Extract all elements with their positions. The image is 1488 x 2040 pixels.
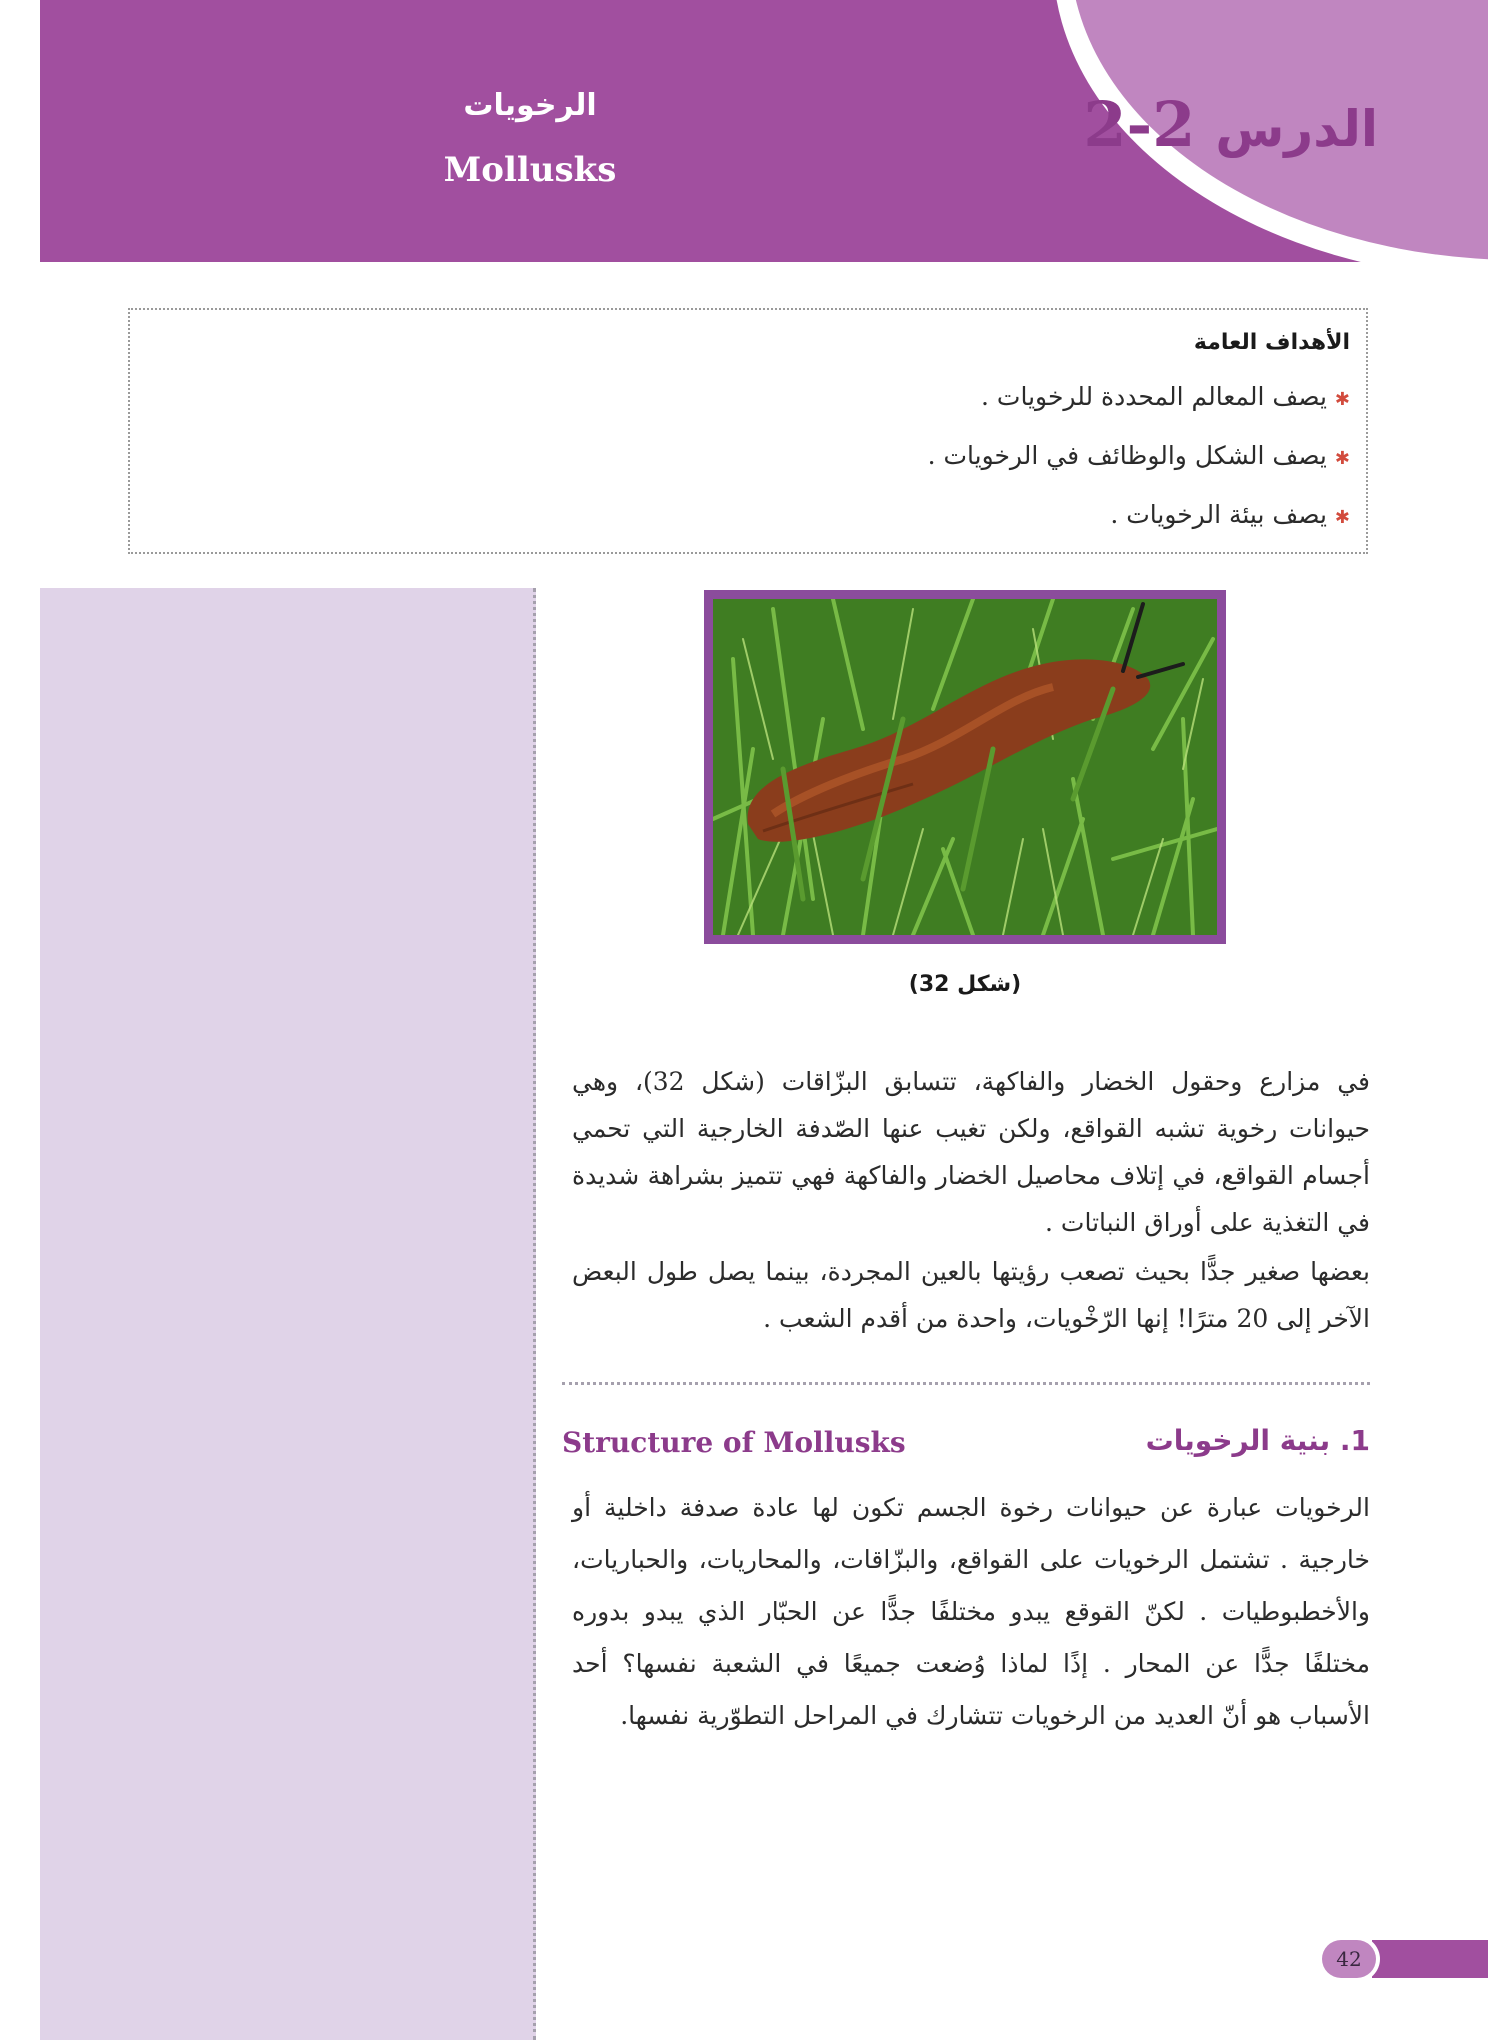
side-panel [40,588,536,2040]
bullet-icon: ✱ [1334,389,1350,410]
objectives-heading: الأهداف العامة [1193,330,1350,355]
objective-item [130,369,1350,428]
objective-text: يصف الشكل والوظائف في الرخويات . [927,441,1327,470]
lesson-title-english: Mollusks [443,150,617,190]
page-number: 42 [1322,1940,1376,1978]
section-title-english: Structure of Mollusks [562,1426,906,1459]
objective-text: يصف بيئة الرخويات . [1110,500,1327,529]
figure-frame [704,590,1226,944]
intro-paragraph-1: في مزارع وحقول الخضار والفاكهة، تتسابق البزّاقات (شكل 32)، وهي حيوانات رخوية تشبه القواقع، ولكن تغيب عنها الصّدفة الخارجية التي تحمي أجسام القواقع، في إتلاف محاصيل الخضار والفاكهة فهي تتميز بشراهة شديدة في التغذية على أوراق النباتات . [572,1067,1370,1237]
section-divider [562,1382,1370,1385]
objectives-box [128,308,1368,554]
lesson-word: الدرس [1215,100,1378,158]
section-paragraph: الرخويات عبارة عن حيوانات رخوة الجسم تكون لها عادة صدفة داخلية أو خارجية . تشتمل الرخويات على القواقع، والبزّاقات، والمحاريات، والحباريات، والأخطبوطيات . لكنّ القوقع يبدو مختلفًا جدًّا عن الحبّار الذي يبدو بدوره مختلفًا جدًّا عن المحار . إذًا لماذا وُضعت جميعًا في الشعبة نفسها؟ أحد الأسباب هو أنّ العديد من الرخويات تتشارك في المراحل التطوّرية نفسها. [572,1493,1370,1730]
lesson-label [1083,88,1378,161]
objective-item [130,428,1350,487]
lesson-title-arabic: الرخويات [463,88,597,123]
objective-item [130,487,1350,546]
section-title-arabic: 1. بنية الرخويات [1145,1424,1370,1457]
slug-on-grass-photo [713,599,1217,935]
lesson-number: 2-2 [1083,88,1196,161]
page-number-bar [1372,1940,1488,1978]
figure-caption: (شكل 32) [908,972,1022,997]
objective-text: يصف المعالم المحددة للرخويات . [981,382,1327,411]
bullet-icon: ✱ [1334,507,1350,528]
intro-paragraph-2: بعضها صغير جدًّا بحيث تصعب رؤيتها بالعين المجردة، بينما يصل طول البعض الآخر إلى 20 مترًا! إنها الرّخْويات، واحدة من أقدم الشعب . [572,1257,1370,1333]
bullet-icon: ✱ [1334,448,1350,469]
